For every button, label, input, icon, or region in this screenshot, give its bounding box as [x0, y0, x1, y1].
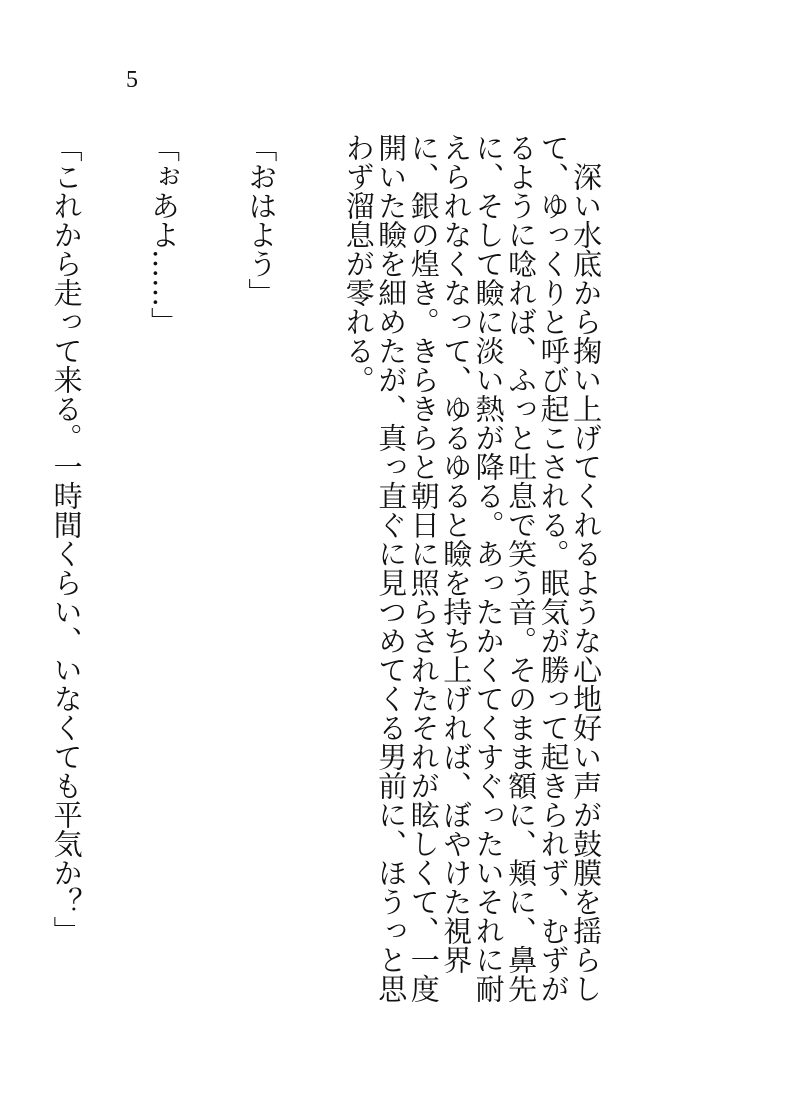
paragraph-narration-1: 深い水底から掬い上げてくれるような心地好い声が鼓膜を揺らして、ゆっくりと呼び起こされる。眠気が勝って起きられず、むずがるように唸れば、ふっと吐息で笑う音。そのまま額に、頬に、鼻先に、そして瞼に淡い熱が降る。あったかくてくすぐったいそれに耐えられなくなって、ゆるゆると瞼を持ち上げれば、ぼやけた視界に、銀の煌き。きらきらと朝日に照らされたそれが眩しくて、一度開いた瞼を細めたが、真っ直ぐに見つめてくる男前に、ほうっと思わず溜息が零れる。	[341, 133, 604, 1003]
body-text	[0, 133, 667, 1013]
page-number: 5	[126, 67, 138, 93]
dialogue-line: 「おはよう」	[244, 133, 279, 307]
dialogue-line: 「ぉあよ……」	[146, 133, 181, 336]
dialogue-line: 「これから走って来る。一時間くらい、いなくても平気か？」	[49, 133, 84, 945]
